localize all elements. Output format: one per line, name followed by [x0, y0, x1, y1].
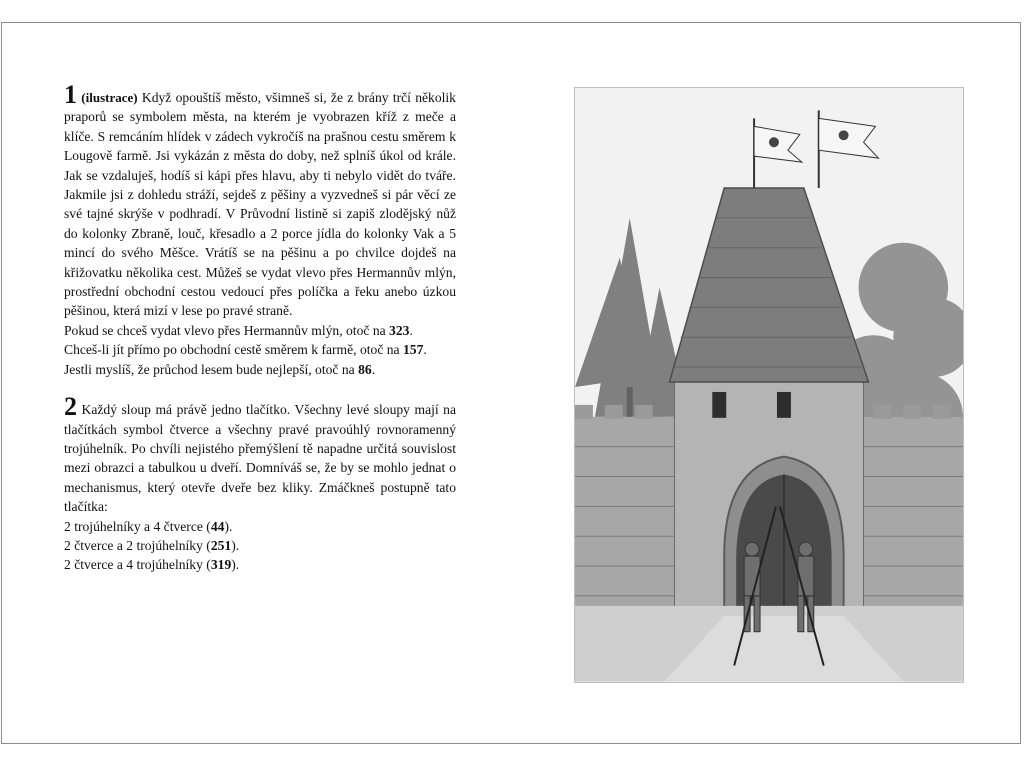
section-tag: (ilustrace) — [81, 90, 138, 105]
option-reference[interactable]: 251 — [210, 537, 232, 553]
section-body: Když opouštíš město, všimneš si, že z brány trčí několik praporů se symbolem města, na kterém je vyobrazen kříž z meče a klíče. S remcáním hlídek v zádech vykročíš na prašnou cestu směrem k Lougově farmě. Jsi vykázán z města do doby, než splníš úkol od krále. Jak se vzdaluješ, hodíš si kápi přes hlavu, aby ti nebylo vidět do tváře. Jakmile jsi z dohledu stráží, sejdeš z pěšiny a vyzvedneš si pár věcí ze své tajné skrýše v podhradí. V Průvodní listině si zapiš zlodějský nůž do kolonky Zbraně, louč, křesadlo a 2 porce jídla do kolonky Vak a 5 mincí do svého Měšce. Vrátíš se na pěšinu a po chvilce dojdeš na křižovatku několika cest. Můžeš se vydat vlevo přes Hermannův mlýn, prostřední obchodní cestou vedoucí přes políčka a řeku anebo úzkou pěšinou, která mizí v lese po pravé straně. — [64, 90, 456, 319]
option-line: Chceš-li jít přímo po obchodní cestě směrem k farmě, otoč na 157. — [64, 342, 427, 358]
section-number: 2 — [64, 392, 77, 422]
tower-window — [712, 392, 726, 418]
book-page — [1, 22, 1021, 744]
option-line: 2 trojúhelníky a 4 čtverce (44). — [64, 518, 233, 534]
section-1 — [64, 80, 456, 379]
section-2 — [64, 392, 456, 575]
illustration-drawing — [575, 88, 963, 682]
gatehouse-illustration — [574, 87, 964, 683]
section-number: 1 — [64, 80, 77, 109]
option-reference[interactable]: 319 — [210, 557, 232, 573]
option-reference[interactable]: 86 — [358, 361, 372, 377]
option-line: Pokud se chceš vydat vlevo přes Hermannův mlýn, otoč na 323. — [64, 322, 413, 338]
option-line: 2 čtverce a 4 trojúhelníky (319). — [64, 557, 240, 573]
tower-window — [777, 392, 791, 418]
section-body: Každý sloup má právě jedno tlačítko. Všechny levé sloupy mají na tlačítkách symbol čtverce a všechny pravé pravoúhlý rovnoramenný trojúhelník. Po chvíli nejistého přemýšlení tě napadne určitá souvislost mezi obrazci a tabulkou u dveří. Domníváš se, že by se mohlo jednat o mechanismus, který otevře dveře bez kliky. Zmáčkneš postupně tato tlačítka: — [64, 402, 456, 515]
option-line: 2 čtverce a 2 trojúhelníky (251). — [64, 537, 240, 553]
text-column — [64, 80, 456, 575]
option-reference[interactable]: 157 — [403, 342, 424, 358]
option-line: Jestli myslíš, že průchod lesem bude nejlepší, otoč na 86. — [64, 361, 376, 377]
option-reference[interactable]: 323 — [389, 322, 410, 338]
option-reference[interactable]: 44 — [210, 518, 225, 534]
